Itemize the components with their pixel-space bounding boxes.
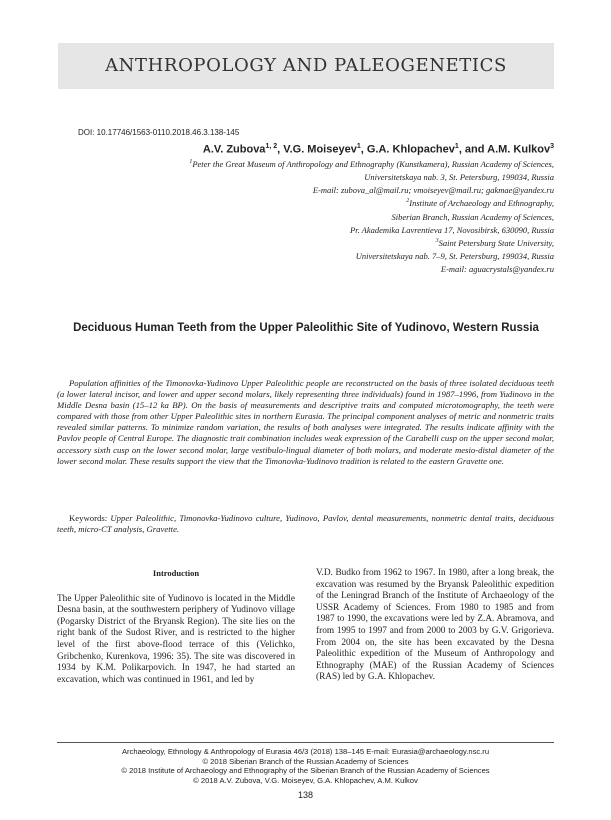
paper-title: Deciduous Human Teeth from the Upper Paleolithic Site of Yudinovo, Western Russia [73, 322, 539, 334]
affiliation-line: Universitetskaya nab. 3, St. Petersburg, 199034, Russia [364, 171, 554, 182]
body-paragraph: V.D. Budko from 1962 to 1967. In 1980, after a long break, the excavation was resumed by the Bryansk Paleolithic expedition of the Leningrad Branch of the Institute of Archaeology of the USSR Academy of Sciences. From 1980 to 1985 and from 1987 to 1990, the excavations were led by Z.A. Abramova, and from 1995 to 1997 and from 2000 to 2003 by G.V. Grigorieva. From 2004 on, the site has been excavated by the Desna Paleolithic expedition of the Museum of Anthropology and Ethnography (MAE) of the Russian Academy of Sciences (RAS) led by G.A. Khlopachev. [316, 568, 554, 683]
footer-divider [57, 742, 554, 743]
copyright-line: © 2018 Siberian Branch of the Russian Academy of Sciences [202, 756, 409, 766]
doi[interactable]: DOI: 10.17746/1563-0110.2018.46.3.138-145 [78, 128, 240, 137]
page-number: 138 [297, 790, 314, 800]
author-name: G.A. Khlopachev [366, 143, 455, 156]
keywords-label: Keywords: [69, 513, 108, 523]
affiliation-email[interactable]: E-mail: aguacrystals@yandex.ru [440, 263, 554, 274]
affiliation-line: Universitetskaya nab. 7–9, St. Petersburg, 199034, Russia [355, 250, 554, 261]
keywords-values: Upper Paleolithic, Timonovka-Yudinovo culture, Yudinovo, Pavlov, dental measurements, nonmetric dental traits, deciduous teeth, micro-CT analysis, Gravette. [57, 513, 554, 535]
author-name: V.G. Moiseyev [283, 143, 357, 156]
author-affiliation-marker: 1 [356, 143, 361, 150]
author-affiliation-marker: 3 [550, 143, 554, 150]
section-heading: Introduction [152, 568, 200, 578]
copyright-line: © 2018 Institute of Archaeology and Ethnography of the Siberian Branch of the Russian Academy of Sciences [121, 766, 490, 776]
author-affiliation-marker: 1, 2 [265, 143, 278, 150]
affiliation-line: $^1$Peter the Great Museum of Anthropology and Ethnography (Kunstkamera), Russian Academy of Sciences, [189, 158, 554, 169]
body-paragraph: The Upper Paleolithic site of Yudinovo is located in the Middle Desna basin, at the southwestern periphery of Yudinovo village (Pogarsky District of the Bryansk Region). The site lies on the right bank of the Sudost River, and is restricted to the higher level of the first above-flood terrace of this (Velichko, Gribchenko, Kurenkova, 1996: 35). The site was discovered in 1934 by K.M. Polikarpovich. In 1947, he had started an excavation, which was continued in 1961, and led by [57, 593, 295, 685]
left-column [57, 568, 295, 686]
journal-info: Archaeology, Ethnology & Anthropology of Eurasia 46/3 (2018) 138–145 E-mail: Eurasia@archaeology.nsc.ru [121, 747, 490, 756]
author-name: A.V. Zubova [202, 143, 266, 156]
affiliation-line: $^2$Institute of Archaeology and Ethnography, [406, 198, 554, 209]
author-affiliation-marker: 1 [454, 143, 459, 150]
right-column [316, 568, 554, 684]
abstract: Population affinities of the Timonovka-Yudinovo Upper Paleolithic people are reconstructed on the basis of three isolated deciduous teeth (a lower lateral incisor, and lower and upper second molars, likely representing three individuals) found in 1987–1996, from Yudinovo in the Middle Desna basin (15–12 ka BP). On the basis of measurements and descriptive traits and computed microtomography, the teeth were compared with those from other Upper Paleolithic sites in northern Eurasia. The principal component analyses of metric and nonmetric traits revealed similar patterns. To minimize random variation, the results of both analyses were integrated. The results indicate affinity with the Pavlov people of Central Europe. The diagnostic trait combination includes weak expression of the Carabelli cusp on the upper second molar, accessory sixth cusp on the lower second molar, large vestibulo-lingual diameter of both molars, and moderate mesio-distal diameter of the lower second molar. These results support the view that the Timonovka-Yudinovo tradition is related to the eastern Gravette one. [57, 378, 554, 466]
affiliation-line: Siberian Branch, Russian Academy of Sciences, [391, 211, 554, 222]
copyright-line: © 2018 A.V. Zubova, V.G. Moiseyev, G.A. Khlopachev, A.M. Kulkov [193, 776, 418, 786]
keywords [57, 513, 554, 535]
author-name: A.M. Kulkov [487, 143, 551, 156]
affiliation-line: Pr. Akademika Lavrentieva 17, Novosibirsk, 630090, Russia [350, 224, 554, 235]
affiliations [84, 157, 554, 275]
section-title: ANTHROPOLOGY AND PALEOGENETICS [105, 55, 507, 76]
author-list: A.V. Zubova$^{1, 2}$, V.G. Moiseyev$^1$, G.A. Khlopachev$^1$, and A.M. Kulkov$^3$ [202, 143, 554, 156]
affiliation-line: $^3$Saint Petersburg State University, [435, 237, 554, 248]
section-banner [58, 43, 554, 89]
footer [57, 747, 554, 786]
affiliation-email[interactable]: E-mail: zubova_al@mail.ru; vmoiseyev@mail.ru; gakmae@yandex.ru [312, 185, 554, 196]
